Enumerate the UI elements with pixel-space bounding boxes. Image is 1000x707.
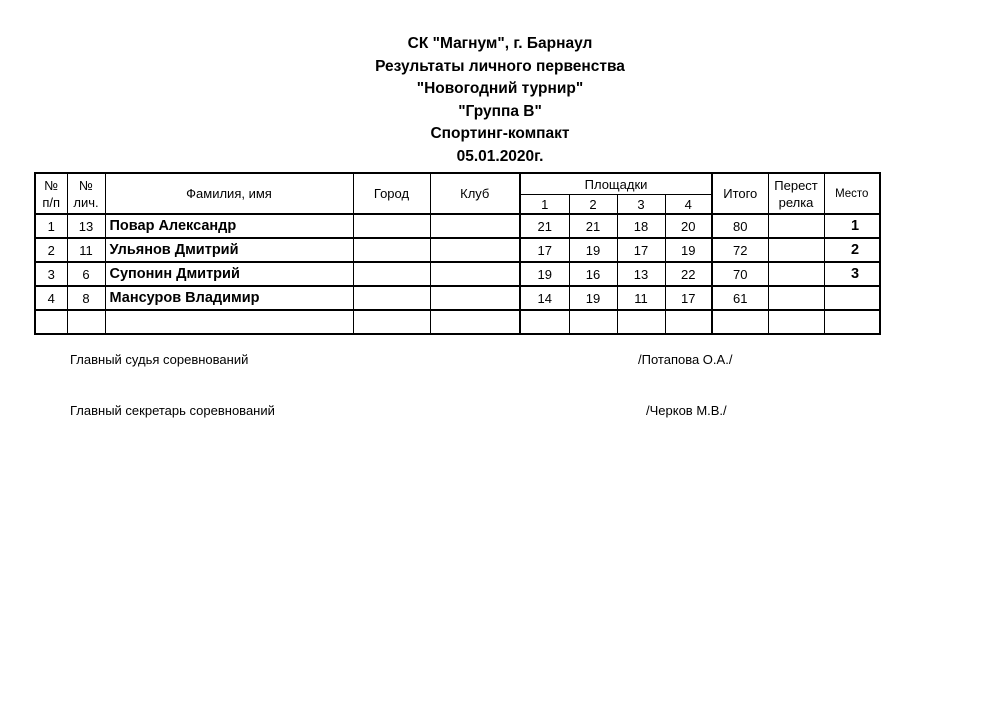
cell-site-1: 21 bbox=[520, 214, 569, 238]
cell-city bbox=[353, 238, 430, 262]
cell-row-number: 4 bbox=[35, 286, 67, 310]
header-results-line: Результаты личного первенства bbox=[375, 57, 625, 75]
empty-cell bbox=[824, 310, 880, 334]
header-site-2: 2 bbox=[569, 195, 617, 215]
empty-cell bbox=[105, 310, 353, 334]
cell-site-4: 20 bbox=[665, 214, 712, 238]
secretary-name: /Черков М.В./ bbox=[646, 403, 727, 418]
secretary-label: Главный секретарь соревнований bbox=[70, 403, 275, 418]
cell-shootoff bbox=[768, 262, 824, 286]
cell-shootoff bbox=[768, 286, 824, 310]
table-row bbox=[35, 238, 880, 262]
table-row-empty bbox=[35, 310, 880, 334]
cell-site-2: 16 bbox=[569, 262, 617, 286]
empty-cell bbox=[520, 310, 569, 334]
header-date-line: 05.01.2020г. bbox=[456, 147, 544, 165]
judge-label: Главный судья соревнований bbox=[70, 352, 249, 367]
cell-shootoff bbox=[768, 238, 824, 262]
cell-total: 80 bbox=[712, 214, 768, 238]
cell-name: Ульянов Дмитрий bbox=[105, 238, 353, 262]
cell-place: 3 bbox=[824, 262, 880, 286]
cell-place: 1 bbox=[824, 214, 880, 238]
cell-site-3: 17 bbox=[617, 238, 665, 262]
table-header-row bbox=[35, 173, 880, 195]
results-table bbox=[34, 172, 881, 335]
empty-cell bbox=[569, 310, 617, 334]
cell-place: 2 bbox=[824, 238, 880, 262]
cell-total: 70 bbox=[712, 262, 768, 286]
judge-name: /Потапова О.А./ bbox=[638, 352, 733, 367]
header-shootoff: Перест релка bbox=[768, 173, 824, 214]
cell-row-number: 3 bbox=[35, 262, 67, 286]
empty-cell bbox=[430, 310, 520, 334]
cell-license-number: 8 bbox=[67, 286, 105, 310]
cell-site-1: 14 bbox=[520, 286, 569, 310]
empty-cell bbox=[67, 310, 105, 334]
cell-name: Повар Александр bbox=[105, 214, 353, 238]
header-group-line: "Группа В" bbox=[458, 102, 542, 120]
cell-city bbox=[353, 262, 430, 286]
table-row bbox=[35, 262, 880, 286]
cell-total: 61 bbox=[712, 286, 768, 310]
cell-site-4: 22 bbox=[665, 262, 712, 286]
cell-license-number: 6 bbox=[67, 262, 105, 286]
cell-row-number: 2 bbox=[35, 238, 67, 262]
header-site-3: 3 bbox=[617, 195, 665, 215]
empty-cell bbox=[35, 310, 67, 334]
cell-club bbox=[430, 262, 520, 286]
header-site-4: 4 bbox=[665, 195, 712, 215]
header-place: Место bbox=[824, 173, 880, 214]
cell-site-4: 19 bbox=[665, 238, 712, 262]
cell-site-2: 19 bbox=[569, 238, 617, 262]
header-tournament-line: "Новогодний турнир" bbox=[416, 80, 584, 97]
empty-cell bbox=[665, 310, 712, 334]
header-city: Город bbox=[353, 173, 430, 214]
header-discipline-line: Спортинг-компакт bbox=[430, 125, 570, 142]
cell-site-2: 19 bbox=[569, 286, 617, 310]
cell-site-1: 17 bbox=[520, 238, 569, 262]
cell-club bbox=[430, 238, 520, 262]
cell-name: Мансуров Владимир bbox=[105, 286, 353, 310]
cell-site-3: 18 bbox=[617, 214, 665, 238]
cell-site-3: 11 bbox=[617, 286, 665, 310]
header-total: Итого bbox=[712, 173, 768, 214]
header-sites: Площадки bbox=[520, 173, 712, 195]
empty-cell bbox=[617, 310, 665, 334]
header-name: Фамилия, имя bbox=[105, 173, 353, 214]
header-license-number: № лич. bbox=[67, 173, 105, 214]
table-row bbox=[35, 286, 880, 310]
cell-site-4: 17 bbox=[665, 286, 712, 310]
cell-site-2: 21 bbox=[569, 214, 617, 238]
cell-row-number: 1 bbox=[35, 214, 67, 238]
header-club-line: СК "Магнум", г. Барнаул bbox=[407, 35, 593, 52]
cell-name: Супонин Дмитрий bbox=[105, 262, 353, 286]
cell-total: 72 bbox=[712, 238, 768, 262]
header-club: Клуб bbox=[430, 173, 520, 214]
empty-cell bbox=[768, 310, 824, 334]
cell-site-3: 13 bbox=[617, 262, 665, 286]
cell-shootoff bbox=[768, 214, 824, 238]
cell-license-number: 11 bbox=[67, 238, 105, 262]
header-row-number: № п/п bbox=[35, 173, 67, 214]
cell-license-number: 13 bbox=[67, 214, 105, 238]
empty-cell bbox=[353, 310, 430, 334]
cell-site-1: 19 bbox=[520, 262, 569, 286]
document-header bbox=[0, 33, 1000, 168]
empty-cell bbox=[712, 310, 768, 334]
cell-city bbox=[353, 214, 430, 238]
cell-club bbox=[430, 286, 520, 310]
table-row bbox=[35, 214, 880, 238]
cell-place bbox=[824, 286, 880, 310]
cell-city bbox=[353, 286, 430, 310]
cell-club bbox=[430, 214, 520, 238]
header-site-1: 1 bbox=[520, 195, 569, 215]
